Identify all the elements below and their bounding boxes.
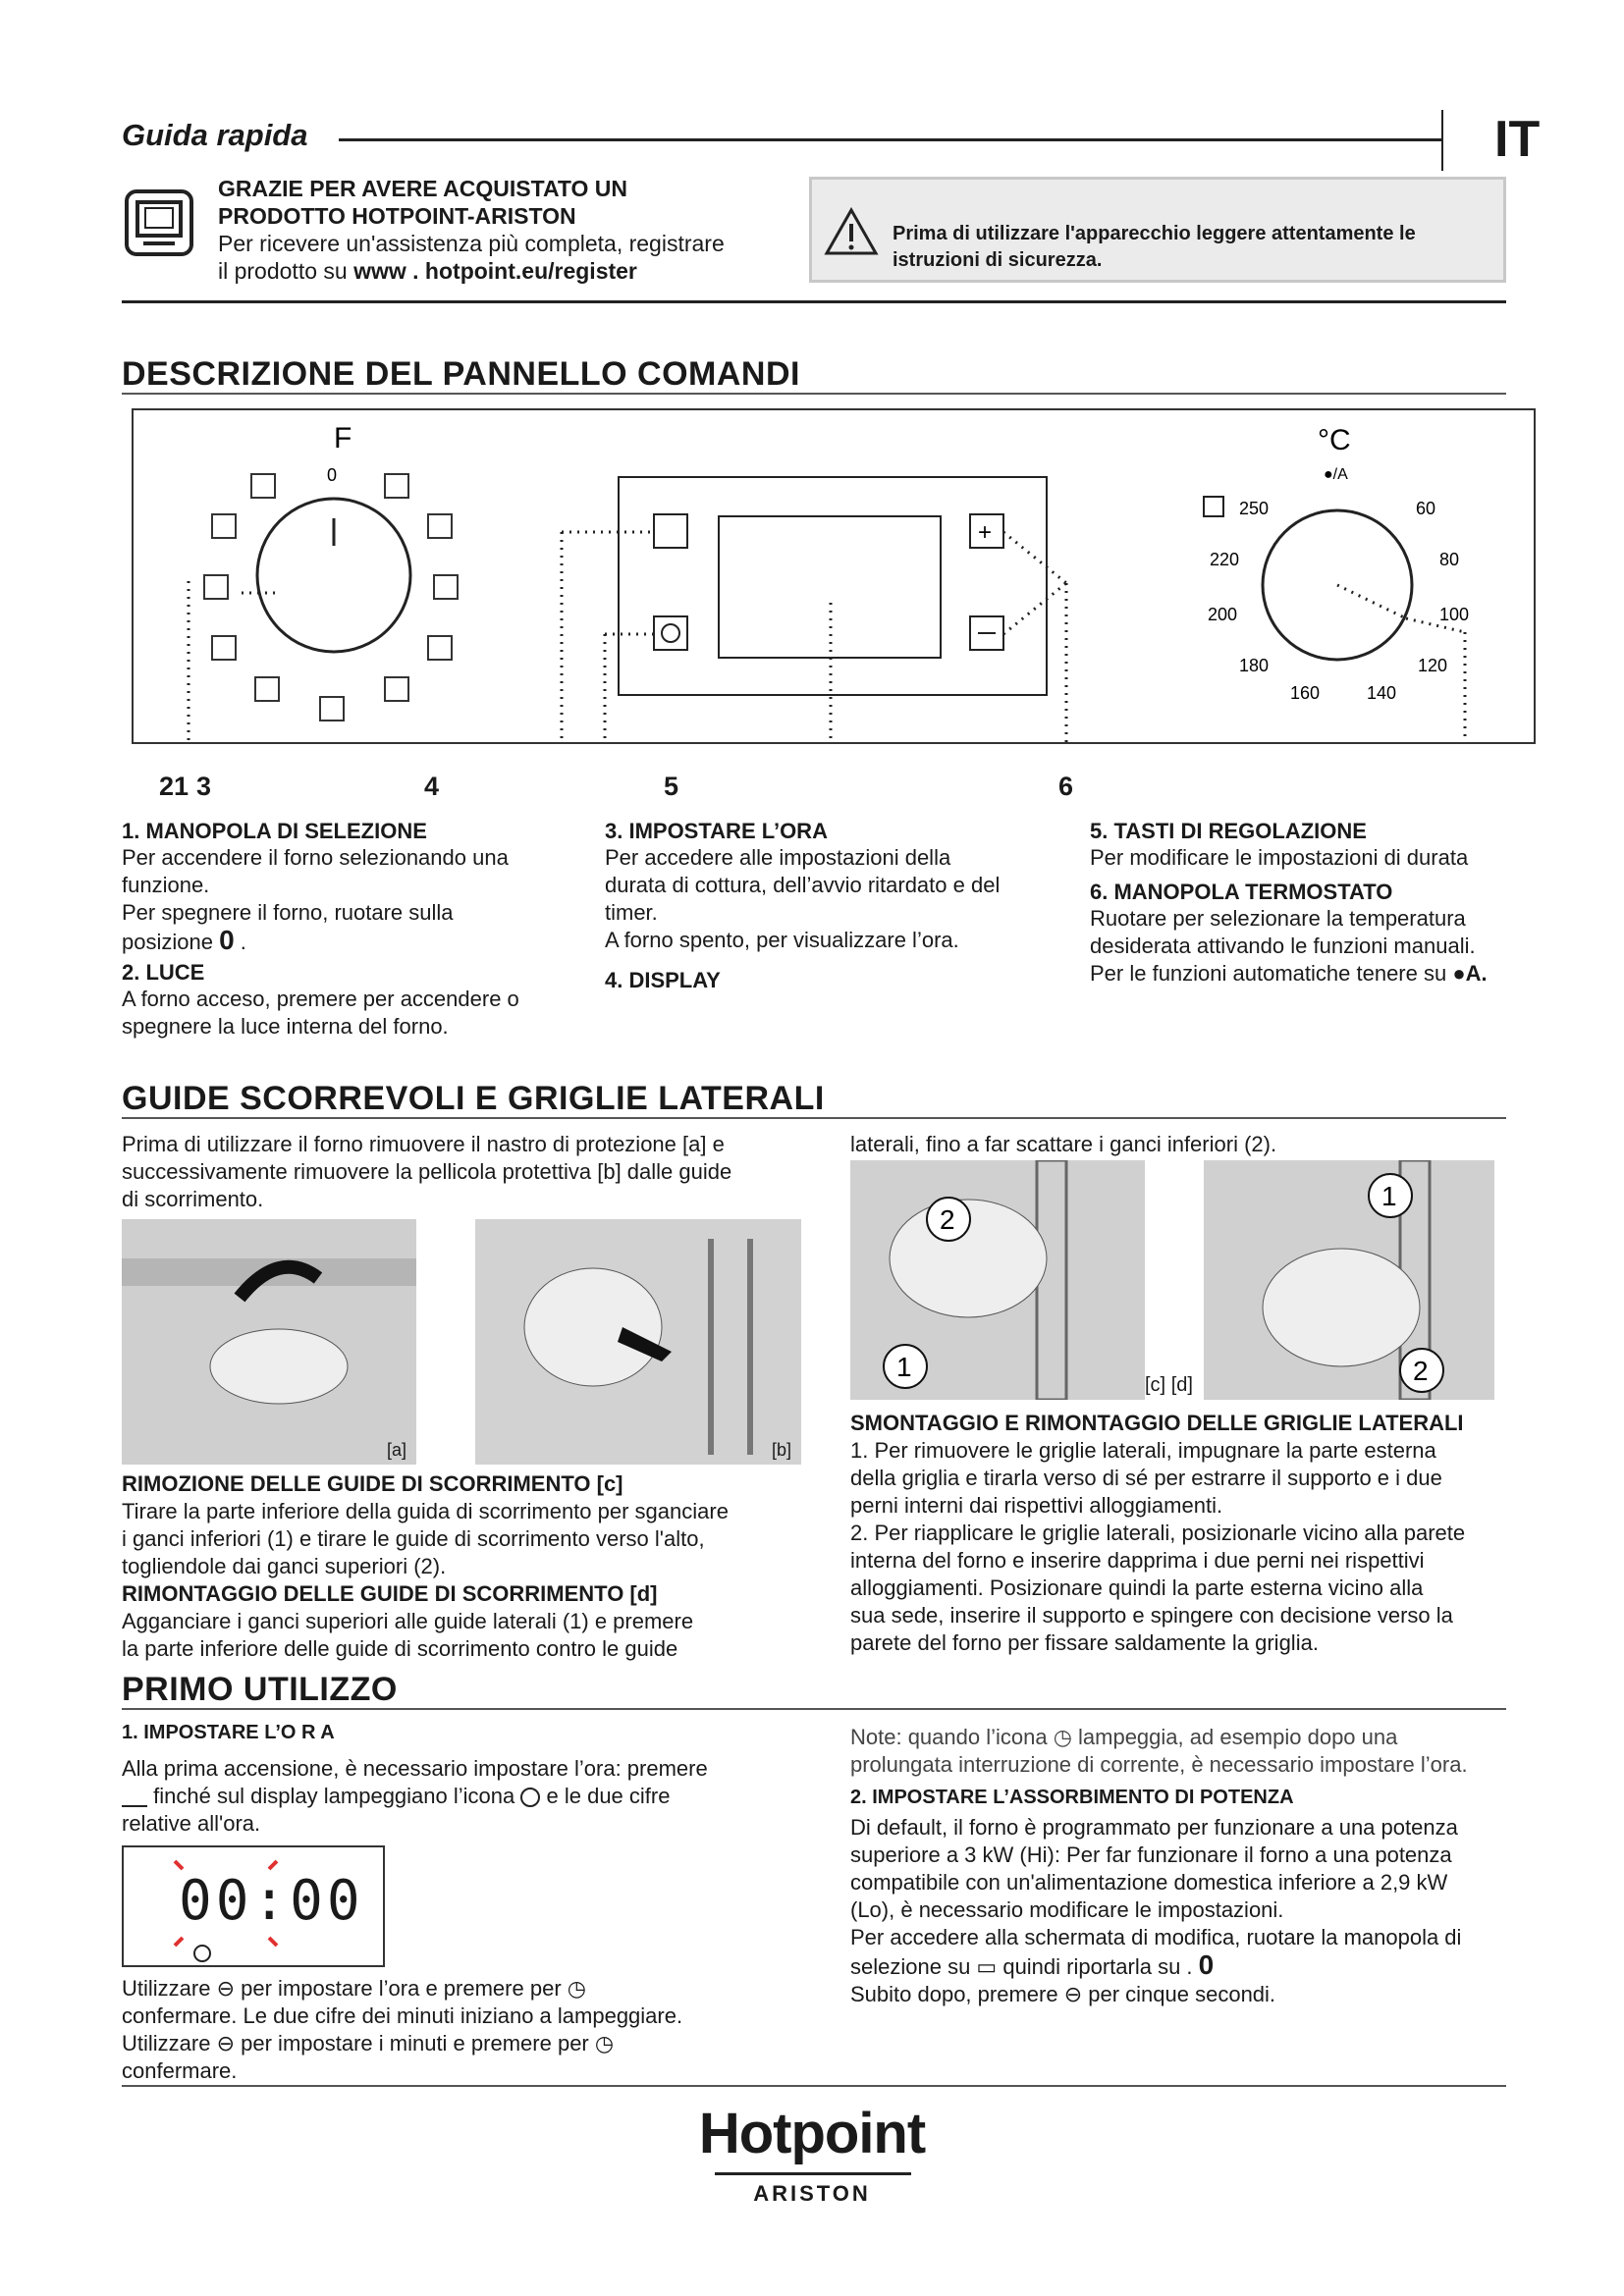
label-5: 5 [664,772,679,801]
temp-label: 160 [1290,683,1321,703]
removal-text: Tirare la parte inferiore della guida di scorrimento per sganciare [122,1499,729,1523]
power-line: Subito dopo, premere [850,1982,1058,2006]
figure-d-label: [d] [1170,1374,1193,1396]
grids-text: interna del forno e inserire dapprima i due perni nei rispettivi [850,1548,1425,1573]
desc-text: durata di cottura, dell’avvio ritardato e del [605,873,1001,897]
clock-key-icon [122,1788,147,1807]
temp-label: 250 [1239,499,1270,518]
step-2-label: 2 [1413,1356,1429,1386]
guide-title: Guida rapida [122,118,308,152]
power-line: compatibile con un'alimentazione domestica inferiore a 2,9 kW [850,1870,1448,1895]
register-line-3: Per ricevere un'assistenza più completa, registrare [218,231,725,256]
grids-text: alloggiamenti. Posizionare quindi la parte esterna vicino alla [850,1575,1424,1600]
guides-section-title: GUIDE SCORREVOLI E GRIGLIE LATERALI [122,1080,825,1117]
register-line-2: PRODOTTO HOTPOINT-ARISTON [218,203,576,229]
step-text: per [529,1976,562,2001]
set-time-text: e le due cifre [546,1784,671,1808]
removal-heading: RIMOZIONE DELLE GUIDE DI SCORRIMENTO [c] [122,1471,623,1496]
safety-warning-text [893,221,1491,274]
warning-line-1: Prima di utilizzare l'apparecchio leggere attentamente le [893,223,1416,244]
figure-b-image [475,1219,801,1465]
warning-triangle-icon [824,207,879,256]
power-line: superiore a 3 kW (Hi): Per far funzionare il forno a una potenza [850,1842,1452,1867]
guides-section-rule [122,1117,1506,1119]
label-21: 21 [159,772,189,801]
display-frame [619,477,1047,695]
grids-text: parete del forno per fissare saldamente la griglia. [850,1630,1319,1655]
brand-sub: ARISTON [753,2181,871,2206]
desc-text: Per le funzioni automatiche tenere su [1090,961,1447,986]
step-text: Utilizzare [122,2031,211,2056]
guides-intro [122,1131,829,1213]
temp-label: 100 [1439,605,1470,624]
temp-label: 80 [1439,550,1460,569]
grids-text: sua sede, inserire il supporto e spingere con decisione verso la [850,1603,1453,1628]
desc-text: spegnere la luce interna del forno. [122,1014,449,1039]
clock-icon [662,624,679,642]
function-icon-8 [255,677,279,701]
set-time-text: finché sul display lampeggiano l’icona [153,1784,515,1808]
temp-label: 140 [1367,683,1397,703]
time-note: Note: quando l’icona ◷ lampeggia, ad esempio dopo una prolungata interruzione di corrente, è necessario impostare l’ora. [850,1724,1518,1779]
temp-label: 180 [1239,656,1270,675]
selector-f-label: F [334,422,352,454]
power-line: per cinque secondi. [1088,1982,1276,2006]
grids-block [850,1410,1518,1657]
desc-text: Ruotare per selezionare la temperatura [1090,906,1466,931]
display-screen [719,516,941,658]
desc-text: A forno acceso, premere per accendere o [122,987,519,1011]
step-1-label: 1 [896,1352,912,1382]
first-use-title: PRIMO UTILIZZO [122,1671,398,1708]
desc-text: funzione. [122,873,210,897]
header-rule [339,138,1443,141]
thermostat-auto-label: ●/A [1324,466,1348,483]
grids-text: perni interni dai rispettivi alloggiamenti. [850,1493,1223,1518]
desc-column-1: 1. MANOPOLA DI SELEZIONE Per accendere il forno selezionando una funzione. Per spegnere il forno, ruotare sulla posizione 0 . 2. LUCE A forno acceso, premere per accendere o spegnere la luce interna del forno. [122,819,583,1041]
language-code: IT [1494,111,1541,168]
guides-right-intro: laterali, fino a far scattare i ganci inferiori (2). [850,1132,1277,1156]
step-text: Utilizzare [122,1976,211,2001]
grids-text: della griglia e tirarla verso di sé per estrarre il supporto e i due [850,1466,1442,1490]
step-text: confermare. [122,2058,238,2083]
figure-b-label: [b] [771,1440,791,1460]
power-heading: 2. IMPOSTARE L’ASSORBIMENTO DI POTENZA [850,1787,1294,1808]
figure-d-drawing [1204,1160,1494,1400]
clock-button[interactable] [654,616,687,650]
desc-heading: 5. TASTI DI REGOLAZIONE [1090,819,1367,843]
power-line: Di default, il forno è programmato per funzionare a una potenza [850,1815,1458,1840]
temp-label: 60 [1416,499,1436,518]
grids-heading: SMONTAGGIO E RIMONTAGGIO DELLE GRIGLIE LATERALI [850,1411,1464,1435]
register-notice [218,175,768,285]
thermostat-unit-label: °C [1318,424,1351,456]
step-text: per impostare i minuti e premere [241,2031,552,2056]
set-time-intro [122,1755,809,1838]
blink-marks [124,1847,383,1965]
note-text: Note: quando l’icona [850,1725,1048,1749]
remount-text: la parte inferiore delle guide di scorrimento contro le guide [122,1636,678,1661]
desc-text: posizione [122,930,213,954]
figure-d-image [1204,1160,1494,1400]
panel-section-rule [122,393,1506,395]
label-3: 3 [196,772,212,801]
desc-heading: 1. MANOPOLA DI SELEZIONE [122,819,427,843]
light-button[interactable] [654,514,687,548]
desc-text: A forno spento, per visualizzare l’ora. [605,928,959,952]
desc-heading: 3. IMPOSTARE L’ORA [605,819,828,843]
power-line: selezione su [850,1954,971,1979]
figure-c-drawing [850,1160,1145,1400]
grids-text: 2. Per riapplicare le griglie laterali, posizionarle vicino alla parete [850,1521,1466,1545]
temp-label: 220 [1210,550,1240,569]
desc-text: desiderata attivando le funzioni manuali. [1090,934,1476,958]
removal-text: i ganci inferiori (1) e tirare le guide di scorrimento verso l'alto, [122,1526,705,1551]
function-icon-5 [428,636,452,660]
desc-heading: 2. LUCE [122,960,205,985]
desc-heading: 6. MANOPOLA TERMOSTATO [1090,880,1393,904]
guides-removal-block [122,1470,829,1663]
function-icon-3 [428,514,452,538]
register-line-4: il prodotto su [218,258,348,284]
removal-text: togliendole dai ganci superiori (2). [122,1554,447,1578]
power-line: Per accedere alla schermata di modifica, ruotare la manopola di [850,1925,1462,1949]
clock-icon [520,1788,540,1807]
remount-text: Agganciare i ganci superiori alle guide laterali (1) e premere [122,1609,694,1633]
step-text: per [557,2031,589,2056]
desc-text: Per accedere alle impostazioni della [605,845,951,870]
grids-text: 1. Per rimuovere le griglie laterali, impugnare la parte esterna [850,1438,1436,1463]
register-line-1: GRAZIE PER AVERE ACQUISTATO UN [218,176,628,201]
panel-section-title: DESCRIZIONE DEL PANNELLO COMANDI [122,355,800,393]
selector-zero-label: 0 [327,465,338,485]
desc-column-2 [605,819,1076,993]
step-2-label: 2 [940,1204,955,1235]
set-time-steps: Utilizzare ⊖ per impostare l’ora e premere per ◷ confermare. Le due cifre dei minuti iniziano a lampeggiare. Utilizzare ⊖ per impostare i minuti e premere per ◷ confermare. [122,1975,809,2085]
guides-intro-line: di scorrimento. [122,1187,264,1211]
function-icon-9 [212,636,236,660]
register-url[interactable]: www . hotpoint.eu/register [353,258,637,284]
power-line: quindi riportarla su . [1002,1954,1193,1979]
zero-symbol: 0 [219,925,235,955]
figure-c-image [850,1160,1145,1400]
figure-b-drawing [475,1219,801,1465]
label-4: 4 [424,772,440,801]
figure-cd-labels [1145,1374,1193,1397]
step-text: confermare. Le due cifre dei minuti iniziano a lampeggiare. [122,2003,683,2028]
note-text: lampeggia, ad esempio dopo una [1078,1725,1398,1749]
note-text: prolungata interruzione di corrente, è necessario impostare l’ora. [850,1752,1468,1777]
brand-logo: Hotpoint [698,2102,926,2165]
safety-warning-box [809,177,1506,283]
desc-column-3: 5. TASTI DI REGOLAZIONE Per modificare le impostazioni di durata 6. MANOPOLA TERMOSTATO Ruotare per selezionare la temperatura desiderata attivando le funzioni manuali. Per le funzioni automatiche tenere su ●A. [1090,819,1532,988]
display-digits: 00:00 [179,1869,364,1933]
step-text: per impostare l’ora e premere [241,1976,524,2001]
step-1-label: 1 [1381,1181,1397,1211]
zero-symbol: 0 [1198,1949,1215,1980]
label-6: 6 [1058,772,1074,801]
temp-label: 200 [1208,605,1238,624]
desc-text: Per modificare le impostazioni di durata [1090,845,1469,870]
computer-register-icon [124,188,194,263]
control-panel-diagram [132,408,1536,744]
figure-c-label: [c] [1145,1374,1166,1396]
function-icon-1 [251,474,275,498]
function-icon-2 [385,474,408,498]
set-time-text: Alla prima accensione, è necessario impostare l’ora: premere [122,1756,708,1781]
thermostat-temperature-labels [1208,499,1469,703]
set-time-text: relative all'ora. [122,1811,261,1836]
remount-heading: RIMONTAGGIO DELLE GUIDE DI SCORRIMENTO [d] [122,1581,658,1606]
warning-line-2: istruzioni di sicurezza. [893,249,1103,271]
first-use-rule [122,1708,1506,1710]
function-icon-10 [204,575,228,599]
footer-rule [122,2085,1506,2087]
control-panel-svg [134,410,1534,742]
set-time-heading: 1. IMPOSTARE L’O R A [122,1722,335,1743]
function-icon-6 [385,677,408,701]
desc-text: Per accendere il forno selezionando una [122,845,509,870]
header-bottom-rule [122,300,1506,303]
desc-heading: 4. DISPLAY [605,968,721,992]
plus-icon: + [978,519,993,546]
figure-a-label: [a] [386,1440,406,1460]
guides-intro-line: Prima di utilizzare il forno rimuovere il nastro di protezione [a] e [122,1132,725,1156]
figure-a-drawing [122,1219,416,1465]
temp-label: 120 [1418,656,1448,675]
logo-underline [715,2172,911,2175]
power-line: (Lo), è necessario modificare le impostazioni. [850,1897,1284,1922]
function-icon-7 [320,697,344,721]
selector-function-icons [204,474,458,721]
header-divider [1441,110,1443,171]
power-text: Di default, il forno è programmato per funzionare a una potenza superiore a 3 kW (Hi): Per far funzionare il forno a una potenza compatibile con un'alimentazione domestica inferiore a 2,9 kW (Lo), è necessario modificare le impostazioni. Per accedere alla schermata di modifica, ruotare la manopola di selezione su ▭ quindi riportarla su . 0 Subito dopo, premere ⊖ per cinque secondi. [850,1814,1518,2008]
display-example [122,1845,385,1967]
function-icon-11 [212,514,236,538]
function-icon-4 [434,575,458,599]
desc-text: Per spegnere il forno, ruotare sulla [122,900,454,925]
thermostat-square-icon [1204,497,1223,516]
desc-text: timer. [605,900,658,925]
figure-a-image [122,1219,416,1465]
guides-intro-line: successivamente rimuovere la pellicola protettiva [b] dalle guide [122,1159,732,1184]
